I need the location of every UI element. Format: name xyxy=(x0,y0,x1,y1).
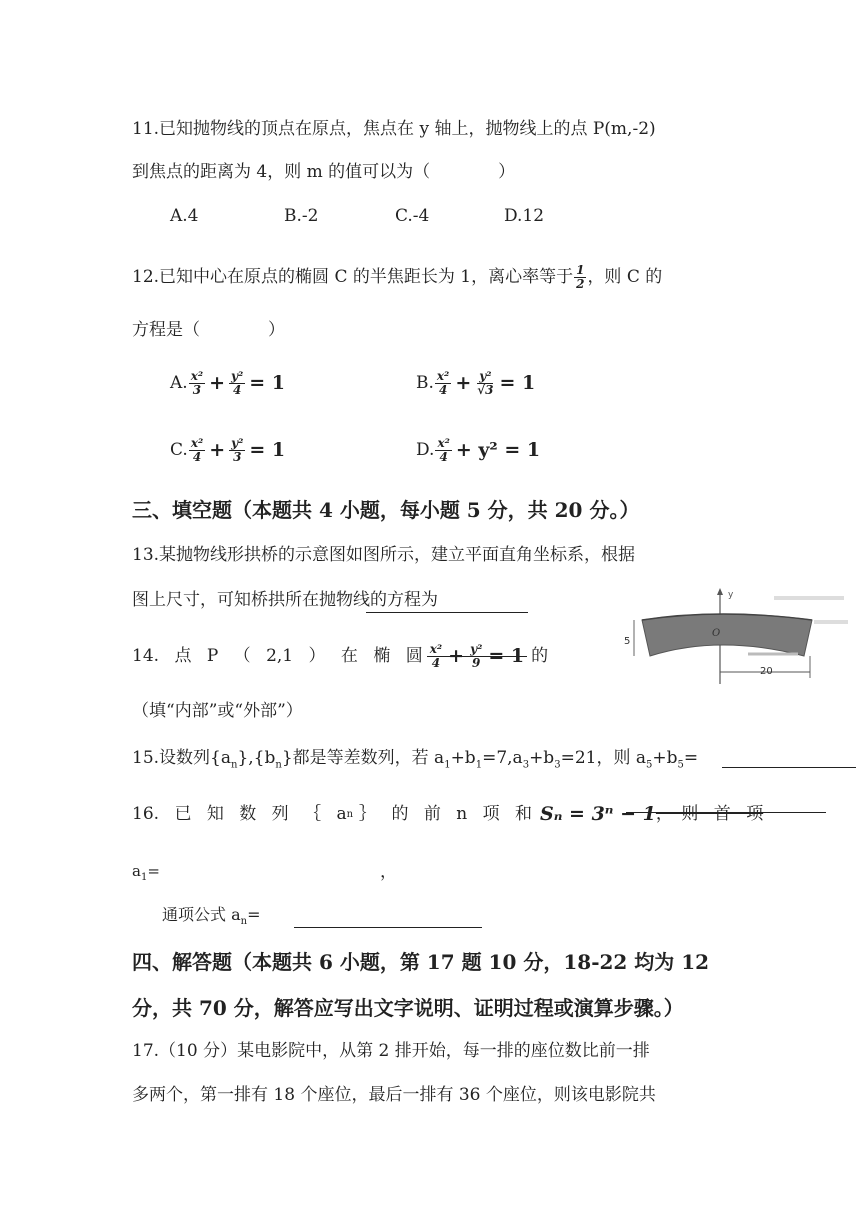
numerator: x² xyxy=(190,436,204,450)
q14-line1 xyxy=(132,643,548,669)
q16-general-term-blank[interactable] xyxy=(294,927,482,928)
width-label: 20 xyxy=(760,666,773,677)
q11-option-d: D.12 xyxy=(504,206,545,226)
frac-x2-4 xyxy=(435,437,451,463)
frac-y2-sqrt3 xyxy=(475,370,495,396)
q14-answer-blank-line xyxy=(427,656,527,657)
plus-sign: + xyxy=(209,371,226,394)
q12-option-d xyxy=(416,437,543,463)
q13-line1: 13.某抛物线形拱桥的示意图如图所示，建立平面直角坐标系，根据 xyxy=(132,545,636,565)
numerator: y² xyxy=(479,369,492,383)
q12-option-c xyxy=(170,437,288,463)
q15-text: +b xyxy=(529,748,555,768)
denominator: 3 xyxy=(192,382,202,397)
q16-a1-label xyxy=(132,864,160,883)
y-axis-label: y xyxy=(728,590,734,600)
general-term-text: 通项公式 a xyxy=(162,905,241,924)
denominator: 4 xyxy=(192,449,202,464)
equals-one: = 1 xyxy=(249,438,286,461)
q15-text: +b xyxy=(652,748,678,768)
q12-line2: 方程是（ ） xyxy=(132,320,285,340)
plus-sign: + xyxy=(448,644,465,667)
eccentricity-numerator: 1 xyxy=(576,263,585,277)
bridge-arch-shape xyxy=(642,614,812,656)
denominator: 4 xyxy=(232,382,242,397)
subscript: 1 xyxy=(475,759,483,771)
denominator: 3 xyxy=(233,449,242,464)
height-label: 5 xyxy=(624,636,631,647)
q16-suffix: ， 则 首 项 xyxy=(655,804,764,824)
frac-x2-3 xyxy=(189,370,205,396)
equals-one: = 1 xyxy=(499,371,536,394)
denominator: 4 xyxy=(431,655,441,670)
q15-text: = xyxy=(683,748,699,768)
plus-sign: + xyxy=(209,438,226,461)
q15-text: 15.设数列{a xyxy=(132,748,231,768)
frac-x2-4 xyxy=(189,437,205,463)
q12-line1-text-b: ，则 C 的 xyxy=(587,266,663,287)
q11-line1: 11.已知抛物线的顶点在原点，焦点在 y 轴上，抛物线上的点 P(m,-2) xyxy=(132,119,656,139)
q11-line2: 到焦点的距离为 4，则 m 的值可以为（ ） xyxy=(132,162,516,182)
q16-comma: ， xyxy=(380,862,397,882)
frac-y2-3 xyxy=(229,437,245,463)
q16-mid: ｝ 的 前 n 项 和 xyxy=(359,804,533,824)
a1-symbol: a xyxy=(132,862,141,880)
option-b-label: B. xyxy=(416,372,434,393)
q16-general-term-label xyxy=(162,907,261,927)
q13-answer-blank[interactable] xyxy=(366,612,528,613)
q17-line2: 多两个，第一排有 18 个座位，最后一排有 36 个座位，则该电影院共 xyxy=(132,1085,656,1105)
denominator: √3 xyxy=(477,382,494,397)
q11-option-c: C.-4 xyxy=(395,206,430,226)
general-term-equals: = xyxy=(247,905,261,924)
section-4-heading-line2: 分，共 70 分，解答应写出文字说明、证明过程或演算步骤。） xyxy=(132,996,684,1020)
q14-prefix: 14. 点 P （ 2,1 ） 在 椭 圆 xyxy=(132,645,423,666)
subscript: 1 xyxy=(444,759,451,771)
q12-option-b xyxy=(416,370,538,396)
q15-text: }都是等差数列，若 a xyxy=(281,748,445,768)
plus-sign: + xyxy=(455,371,472,394)
subscript: n xyxy=(240,916,248,928)
y-axis-arrow-icon xyxy=(717,588,723,595)
subscript: 3 xyxy=(522,759,530,771)
numerator: y² xyxy=(231,436,244,450)
subscript: 5 xyxy=(646,759,653,771)
option-d-label: D. xyxy=(416,439,435,460)
q15-line xyxy=(132,750,698,770)
subscript: n xyxy=(275,759,282,771)
q14-line2: （填“内部”或“外部”） xyxy=(132,701,303,721)
section-4-heading-line1: 四、解答题（本题共 6 小题，第 17 题 10 分，18-22 均为 12 xyxy=(132,950,710,974)
denominator: 9 xyxy=(472,655,481,670)
equals-one: = 1 xyxy=(249,371,286,394)
subscript: 5 xyxy=(677,759,684,771)
frac-x2-4 xyxy=(435,370,451,396)
q14-suffix: 的 xyxy=(531,645,549,666)
q17-line1: 17.（10 分）某电影院中，从第 2 排开始，每一排的座位数比前一排 xyxy=(132,1041,650,1061)
q15-text: =7,a xyxy=(482,748,523,768)
q12-eccentricity-fraction xyxy=(574,264,586,290)
q13-line2: 图上尺寸，可知桥拱所在抛物线的方程为 xyxy=(132,590,438,610)
q15-text: =21，则 a xyxy=(560,748,646,768)
numerator: y² xyxy=(470,642,483,656)
frac-y2-4 xyxy=(229,370,245,396)
denominator: 4 xyxy=(438,382,448,397)
q12-option-a xyxy=(170,370,288,396)
q12-line1-text-a: 12.已知中心在原点的椭圆 C 的半焦距长为 1，离心率等于 xyxy=(132,266,574,287)
option-a-label: A. xyxy=(170,372,188,393)
numerator: y² xyxy=(231,369,244,383)
q16-line1 xyxy=(132,805,763,824)
bridge-diagram xyxy=(598,586,858,686)
q16-sum-formula: Sₙ = 3ⁿ − 1 xyxy=(540,803,656,825)
origin-label: O xyxy=(712,628,721,639)
subscript: n xyxy=(346,808,354,820)
denominator: 4 xyxy=(439,449,448,464)
a1-equals: = xyxy=(147,862,160,880)
subscript: 1 xyxy=(140,872,148,883)
subscript: 3 xyxy=(554,759,561,771)
q15-text: +b xyxy=(450,748,476,768)
numerator: x² xyxy=(436,369,450,383)
q15-text: },{b xyxy=(237,748,276,768)
section-3-heading: 三、填空题（本题共 4 小题，每小题 5 分，共 20 分。） xyxy=(132,498,640,522)
q14-ellipse-equation xyxy=(427,643,527,669)
q12-line1 xyxy=(132,264,662,290)
q16-prefix: 16. 已 知 数 列 ｛ a xyxy=(132,804,347,824)
numerator: x² xyxy=(190,369,204,383)
numerator: x² xyxy=(429,642,443,656)
plus-y2-equals-one: + y² = 1 xyxy=(455,438,541,461)
q15-answer-blank[interactable] xyxy=(722,767,856,768)
q16-first-term-blank-top[interactable] xyxy=(626,812,826,813)
equals-one: = 1 xyxy=(488,644,525,667)
option-c-label: C. xyxy=(170,439,188,460)
eccentricity-denominator: 2 xyxy=(576,276,585,291)
subscript: n xyxy=(231,759,238,771)
numerator: x² xyxy=(437,436,450,450)
q11-option-b: B.-2 xyxy=(284,206,319,226)
q11-option-a: A.4 xyxy=(170,206,199,226)
